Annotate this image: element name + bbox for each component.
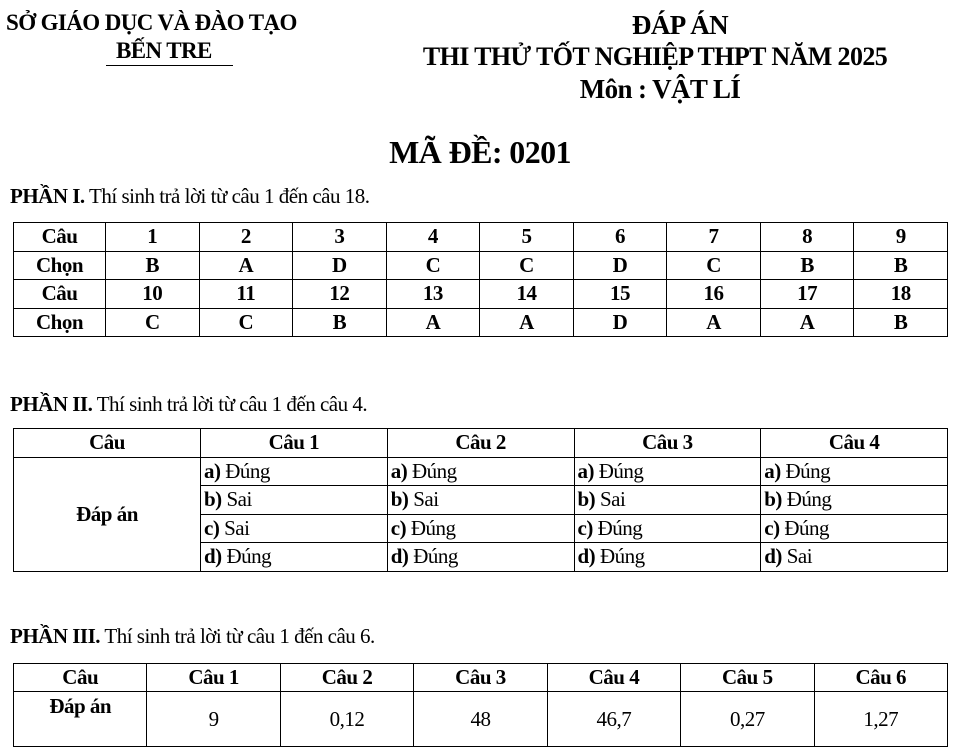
header-row — [14, 664, 948, 692]
question-number: 6 — [573, 223, 667, 252]
question-number: 7 — [667, 223, 761, 252]
statement-answer — [574, 514, 761, 543]
header-row — [14, 429, 948, 458]
question-header: Câu 1 — [201, 429, 388, 458]
statement-answer — [387, 457, 574, 486]
statement-letter: c) — [577, 515, 593, 540]
part2-label: PHẦN II. — [10, 392, 93, 416]
numeric-answer: 1,27 — [814, 692, 947, 747]
numeric-answer: 9 — [147, 692, 280, 747]
part1-instruction: Thí sinh trả lời từ câu 1 đến câu 18. — [89, 184, 370, 208]
statement-answer — [574, 543, 761, 572]
numeric-answer: 48 — [414, 692, 547, 747]
statement-answer — [201, 543, 388, 572]
question-header: Câu 1 — [147, 664, 280, 692]
statement-verdict: Đúng — [598, 458, 644, 483]
question-number: 18 — [854, 280, 948, 309]
doc-subtitle: THI THỬ TỐT NGHIỆP THPT NĂM 2025 — [422, 42, 888, 71]
statement-letter: b) — [764, 487, 782, 512]
statement-answer — [387, 486, 574, 515]
statement-verdict: Đúng — [597, 515, 643, 540]
answer-choice: A — [760, 308, 854, 337]
subject-label: Môn : VẬT LÍ — [579, 74, 741, 104]
question-header: Câu 3 — [574, 429, 761, 458]
statement-letter: d) — [577, 544, 596, 569]
question-number: 3 — [293, 223, 387, 252]
statement-answer — [574, 457, 761, 486]
statement-letter: c) — [390, 515, 407, 540]
question-header: Câu 2 — [387, 429, 574, 458]
part2-heading — [10, 392, 367, 417]
part3-instruction: Thí sinh trả lời từ câu 1 đến câu 6. — [104, 624, 375, 648]
question-number: 8 — [760, 223, 854, 252]
answer-choice: C — [386, 251, 480, 280]
question-header: Câu 4 — [761, 429, 948, 458]
statement-verdict: Đúng — [410, 515, 456, 540]
answer-choice: D — [573, 251, 667, 280]
row-label: Câu — [14, 223, 106, 252]
numeric-answer: 0,27 — [681, 692, 814, 747]
answer-choice: A — [480, 308, 574, 337]
statement-letter: d) — [764, 544, 782, 569]
question-number: 9 — [854, 223, 948, 252]
statement-letter: d) — [204, 544, 222, 569]
row-label: Câu — [14, 280, 106, 309]
column-header: Câu — [14, 664, 147, 692]
statement-letter: b) — [204, 487, 222, 512]
statement-verdict: Đúng — [225, 458, 270, 483]
underline-divider — [106, 65, 233, 66]
question-header: Câu 4 — [547, 664, 680, 692]
question-header: Câu 6 — [814, 664, 947, 692]
numeric-answer: 0,12 — [280, 692, 413, 747]
answer-choice: B — [760, 251, 854, 280]
question-number: 10 — [106, 280, 200, 309]
answer-choice: B — [854, 308, 948, 337]
statement-verdict: Sai — [786, 544, 813, 569]
answer-row — [14, 457, 948, 486]
answer-choice: B — [854, 251, 948, 280]
question-number: 5 — [480, 223, 574, 252]
question-row — [14, 223, 948, 252]
statement-letter: d) — [390, 544, 409, 569]
statement-verdict: Sai — [226, 487, 252, 512]
province-name: BẾN TRE — [116, 38, 212, 63]
row-label: Chọn — [14, 308, 106, 337]
part2-answer-table — [13, 428, 948, 572]
exam-code: MÃ ĐỀ: 0201 — [389, 134, 571, 170]
numeric-answer: 46,7 — [547, 692, 680, 747]
statement-answer — [761, 543, 948, 572]
answer-row — [14, 308, 948, 337]
question-number: 1 — [106, 223, 200, 252]
statement-answer — [201, 486, 388, 515]
statement-letter: a) — [204, 458, 221, 483]
answer-row — [14, 251, 948, 280]
statement-answer — [574, 486, 761, 515]
row-label: Chọn — [14, 251, 106, 280]
question-number: 14 — [480, 280, 574, 309]
statement-letter: c) — [764, 515, 780, 540]
answer-choice: A — [199, 251, 293, 280]
question-number: 17 — [760, 280, 854, 309]
question-header: Câu 2 — [280, 664, 413, 692]
statement-letter: c) — [204, 515, 220, 540]
question-row — [14, 280, 948, 309]
answer-row — [14, 692, 948, 747]
statement-answer — [201, 457, 388, 486]
statement-verdict: Sai — [224, 515, 250, 540]
row-header: Đáp án — [14, 457, 201, 571]
statement-verdict: Đúng — [226, 544, 272, 569]
part3-label: PHẦN III. — [10, 624, 101, 648]
statement-letter: a) — [577, 458, 594, 483]
statement-letter: a) — [390, 458, 408, 483]
statement-verdict: Đúng — [785, 458, 831, 483]
answer-choice: C — [480, 251, 574, 280]
statement-verdict: Sai — [599, 487, 626, 512]
statement-verdict: Đúng — [786, 487, 832, 512]
statement-answer — [387, 514, 574, 543]
statement-answer — [761, 457, 948, 486]
question-number: 4 — [386, 223, 480, 252]
statement-answer — [761, 486, 948, 515]
statement-answer — [387, 543, 574, 572]
question-header: Câu 5 — [681, 664, 814, 692]
statement-answer — [201, 514, 388, 543]
answer-choice: D — [573, 308, 667, 337]
statement-verdict: Đúng — [599, 544, 645, 569]
answer-choice: B — [293, 308, 387, 337]
statement-letter: b) — [390, 487, 409, 512]
question-number: 11 — [199, 280, 293, 309]
part1-heading — [10, 184, 369, 209]
statement-letter: b) — [577, 487, 596, 512]
statement-answer — [761, 514, 948, 543]
statement-verdict: Đúng — [784, 515, 829, 540]
question-number: 13 — [386, 280, 480, 309]
question-number: 16 — [667, 280, 761, 309]
answer-choice: C — [199, 308, 293, 337]
row-header: Đáp án — [14, 692, 147, 747]
part3-heading — [10, 624, 375, 649]
answer-choice: A — [667, 308, 761, 337]
part1-label: PHẦN I. — [10, 184, 85, 208]
answer-choice: B — [106, 251, 200, 280]
question-number: 12 — [293, 280, 387, 309]
part1-answer-table — [13, 222, 948, 337]
statement-verdict: Đúng — [413, 544, 458, 569]
department-name: SỞ GIÁO DỤC VÀ ĐÀO TẠO — [6, 10, 297, 35]
part2-instruction: Thí sinh trả lời từ câu 1 đến câu 4. — [96, 392, 368, 416]
answer-choice: C — [106, 308, 200, 337]
statement-letter: a) — [764, 458, 781, 483]
part3-answer-table — [13, 663, 948, 747]
question-header: Câu 3 — [414, 664, 547, 692]
column-header: Câu — [14, 429, 201, 458]
answer-choice: D — [293, 251, 387, 280]
statement-verdict: Sai — [413, 487, 439, 512]
answer-choice: A — [386, 308, 480, 337]
doc-title: ĐÁP ÁN — [631, 10, 729, 40]
question-number: 2 — [199, 223, 293, 252]
answer-choice: C — [667, 251, 761, 280]
statement-verdict: Đúng — [412, 458, 457, 483]
question-number: 15 — [573, 280, 667, 309]
